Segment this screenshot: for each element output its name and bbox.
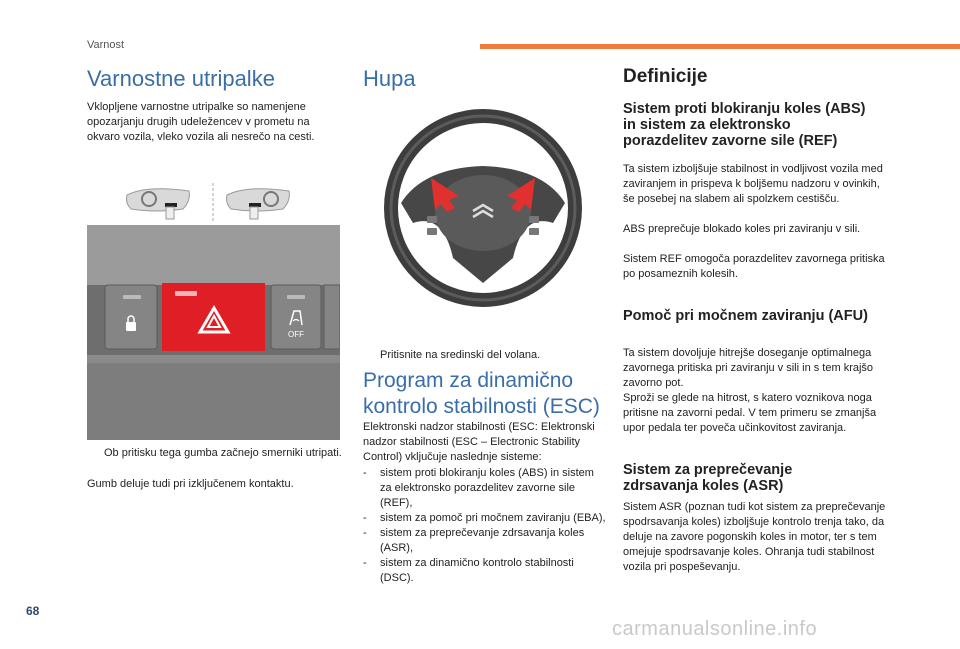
hazard-bullet: Ob pritisku tega gumba začnejo smerniki utripati.: [104, 447, 342, 459]
horn-title: Hupa: [363, 66, 416, 91]
horn-pad: [435, 175, 531, 251]
afu-text-2: Sproži se glede na hitrost, s katero voznikova noga pritisne na zavorni pedal. V tem primeru se zmanjša upor pedala ter poveča učinkovitost zaviranja.: [623, 392, 877, 434]
horn-bullet: Pritisnite na sredinski del volana.: [380, 349, 541, 361]
afu-title: Pomoč pri močnem zaviranju (AFU): [623, 308, 868, 324]
mirror-icon-left: [127, 189, 190, 219]
definitions-title: Definicije: [623, 66, 708, 87]
list-item: - sistem za dinamično kontrolo stabilnosti (DSC).: [363, 556, 608, 586]
mirror-icon-right: [227, 189, 290, 219]
list-item: - sistem proti blokiranju koles (ABS) in sistem za elektronsko porazdelitev zavorne sile (REF),: [363, 466, 608, 511]
header-accent-bar: [480, 44, 960, 49]
abs-title: Sistem proti blokiranju koles (ABS) in sistem za elektronsko porazdelitev zavorne sile (REF): [623, 101, 866, 149]
esc-systems-list: [363, 466, 608, 586]
watermark: carmanualsonline.info: [612, 618, 818, 640]
abs-text-2: ABS preprečuje blokado koles pri zaviranju v sili.: [623, 223, 861, 235]
esc-intro: Elektronski nadzor stabilnosti (ESC: Elektronski nadzor stabilnosti (ESC – Electronic Stability Control) vključuje naslednje sisteme:: [363, 421, 595, 463]
hazard-lights-intro: Vklopljene varnostne utripalke so namenjene opozarjanju drugih udeležencev v prometu na okvaro vozila, vleko vozila ali nesrečo na cesti.: [87, 101, 315, 143]
page-number: 68: [26, 604, 40, 618]
list-item: - sistem za preprečevanje zdrsavanja koles (ASR),: [363, 526, 608, 556]
hazard-note: Gumb deluje tudi pri izključenem kontaktu.: [87, 478, 294, 490]
abs-text-1: Ta sistem izboljšuje stabilnost in vodljivost vozila med zaviranjem in prispeva k boljšemu nadzoru v ovinkih, še posebej na slabem ali spolzkem cestišču.: [623, 163, 883, 205]
list-item: - sistem za pomoč pri močnem zaviranju (EBA),: [363, 511, 608, 526]
hazard-lights-title: Varnostne utripalke: [87, 66, 275, 91]
section-label: Varnost: [87, 39, 125, 51]
esc-off-button: [271, 285, 321, 349]
lock-button: [105, 285, 157, 349]
steering-wheel-illustration: [383, 108, 583, 308]
esc-off-label: OFF: [288, 330, 304, 339]
hazard-button-illustration: [87, 183, 340, 440]
asr-title: Sistem za preprečevanje zdrsavanja koles (ASR): [623, 462, 793, 494]
asr-text: Sistem ASR (poznan tudi kot sistem za preprečevanje spodrsavanja koles) izboljšuje kontrolo trenja tako, da deluje na zavore pogonskih koles in motor, ter s tem omejuje spodrsavanje koles. Ohranja tudi stabilnost vozila pri pospeševanju.: [623, 501, 886, 573]
esc-title: Program za dinamično kontrolo stabilnosti (ESC): [363, 369, 600, 418]
afu-text-1: Ta sistem dovoljuje hitrejše doseganje optimalnega zavornega pritiska pri zaviranju v sili in s tem krajšo zavorno pot.: [623, 347, 874, 389]
abs-text-3: Sistem REF omogoča porazdelitev zavornega pritiska po posameznih kolesih.: [623, 253, 885, 280]
